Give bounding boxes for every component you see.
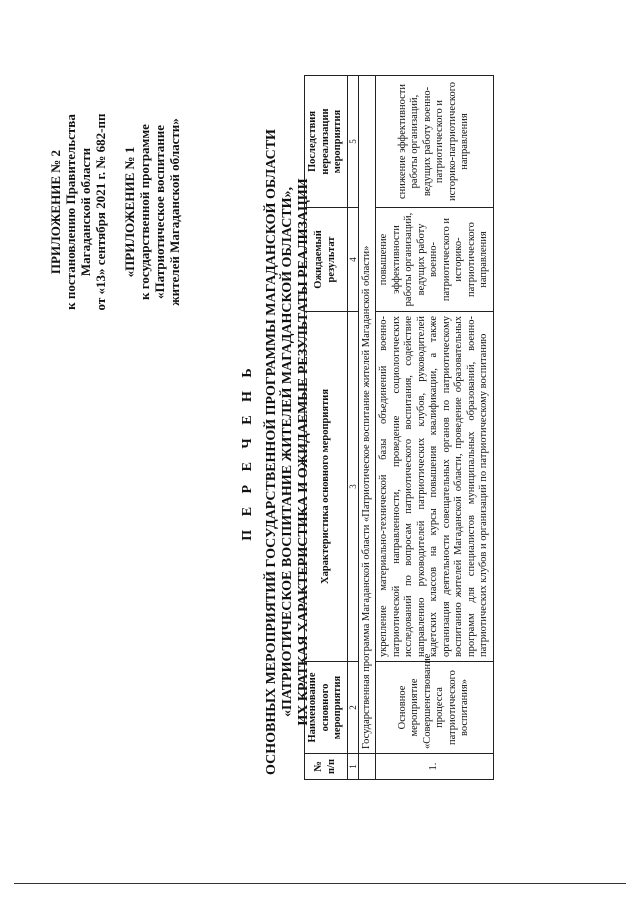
- table-row: [376, 76, 494, 780]
- program-name: Государственная программа Магаданской области «Патриотическое воспитание жителей Магаданской области»: [358, 76, 376, 754]
- appendix-number: ПРИЛОЖЕНИЕ № 2: [48, 149, 63, 275]
- measure-description: укрепление материально-технической базы объединений военно-патриотической направленности, проведение социологических исследований по вопросам патриотического воспитания, содействие направлению руководителей патриотических клубов, руководителей кадетских классов на курсы повышения квалификации, а также организация деятельности совещательных органов по патриотическому воспитанию жителей Магаданской области, проведение образовательных программ для специалистов муниципальных образований, военно-патриотических клубов и организаций по патриотическому воспитанию: [376, 312, 494, 662]
- column-number: 2: [347, 662, 358, 754]
- row-number: 1.: [376, 754, 494, 780]
- title-line-4: ИХ КРАТКАЯ ХАРАКТЕРИСТИКА И ОЖИДАЕМЫЕ РЕЗУЛЬТАТЫ РЕАЛИЗАЦИИ: [296, 178, 311, 726]
- header-consequence: Последствия нереализации мероприятия: [305, 76, 348, 208]
- appendix-sub-number: «ПРИЛОЖЕНИЕ № 1: [122, 146, 137, 278]
- appendix-header: [48, 82, 182, 342]
- header-result: Ожидаемый результат: [305, 208, 348, 312]
- appendix-decree-line: к постановлению Правительства: [63, 114, 78, 310]
- expected-result: повышение эффективности работы организаций, ведущих работу военно-патриотического и историко-патриотического направления: [376, 208, 494, 312]
- column-number: 4: [347, 208, 358, 312]
- measures-table: [304, 75, 494, 780]
- column-number: 3: [347, 312, 358, 662]
- appendix-region-line: Магаданской области: [78, 147, 93, 277]
- header-description: Характеристика основного мероприятия: [305, 312, 348, 662]
- rotated-document: [40, 52, 600, 852]
- page-bottom-rule: [14, 883, 626, 884]
- appendix-program-name-1: «Патриотическое воспитание: [152, 124, 167, 300]
- non-implementation-consequence: снижение эффективности работы организаций, ведущих работу военно-патриотического и историко-патриотического направления: [376, 76, 494, 208]
- title-perechen: П Е Р Е Ч Е Н Ь: [240, 363, 255, 541]
- appendix-program-line: к государственной программе: [137, 124, 152, 300]
- table-header-row: [305, 76, 348, 780]
- header-name: Наименование основного мероприятия: [305, 662, 348, 754]
- measure-name: Основное мероприятие «Совершенствование процесса патриотического воспитания»: [376, 662, 494, 754]
- program-row: [358, 76, 376, 780]
- document-title: [240, 52, 312, 852]
- column-number-row: [347, 76, 358, 780]
- appendix-date-line: от «13» сентября 2021 г. № 682-пп: [93, 113, 108, 311]
- column-number: 1: [347, 754, 358, 780]
- appendix-program-name-2: жителей Магаданской области»: [167, 118, 182, 306]
- header-num: № п/п: [305, 754, 348, 780]
- title-line-2: ОСНОВНЫХ МЕРОПРИЯТИЙ ГОСУДАРСТВЕННОЙ ПРОГРАММЫ МАГАДАНСКОЙ ОБЛАСТИ: [264, 129, 279, 775]
- title-line-3: «ПАТРИОТИЧЕСКОЕ ВОСПИТАНИЕ ЖИТЕЛЕЙ МАГАДАНСКОЙ ОБЛАСТИ»,: [280, 186, 295, 718]
- column-number: 5: [347, 76, 358, 208]
